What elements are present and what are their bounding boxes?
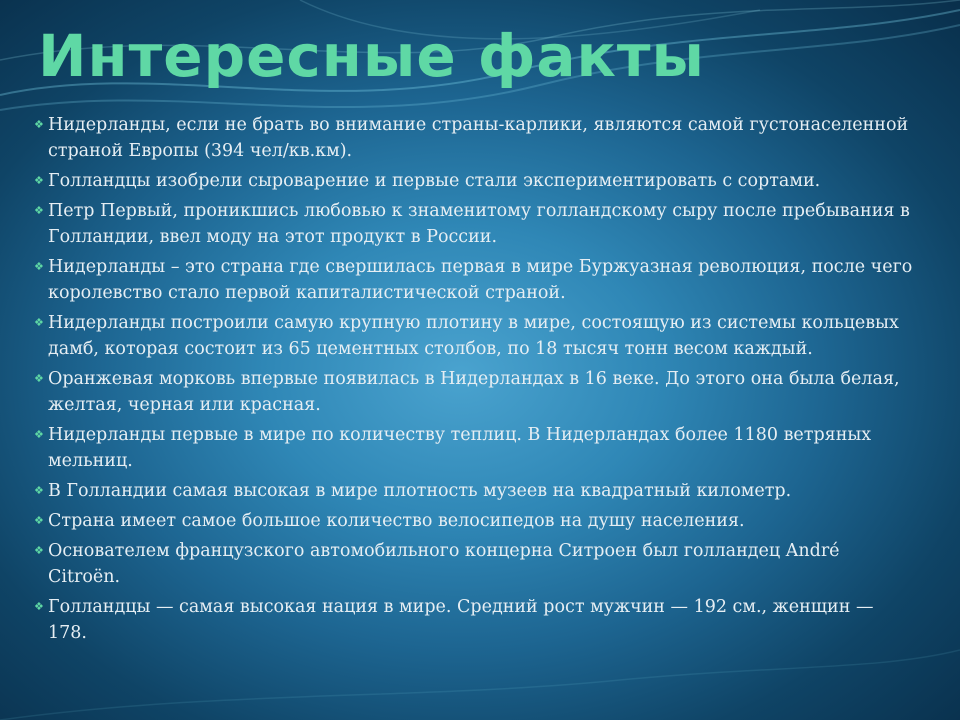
fact-text: Голландцы — самая высокая нация в мире. Средний рост мужчин — 192 см., женщин — 178. (48, 597, 874, 643)
list-item (34, 508, 914, 534)
fact-text: Голландцы изобрели сыроварение и первые стали экспериментировать с сортами. (48, 171, 821, 191)
fact-text: Нидерланды, если не брать во внимание страны-карлики, являются самой густонаселенной страной Европы (394 чел/кв.км). (48, 115, 909, 161)
list-item (34, 112, 914, 164)
diamond-bullet-icon: ❖ (34, 260, 44, 273)
fact-text: Страна имеет самое большое количество велосипедов на душу населения. (48, 511, 745, 531)
slide-title: Интересные факты (38, 22, 705, 90)
diamond-bullet-icon: ❖ (34, 204, 44, 217)
fact-text: Нидерланды первые в мире по количеству теплиц. В Нидерландах более 1180 ветряных мельниц. (48, 425, 872, 471)
diamond-bullet-icon: ❖ (34, 118, 44, 131)
fact-text: Основателем французского автомобильного концерна Ситроен был голландец André Citroën. (48, 541, 840, 587)
diamond-bullet-icon: ❖ (34, 428, 44, 441)
fact-text: Оранжевая морковь впервые появилась в Нидерландах в 16 веке. До этого она была белая, желтая, черная или красная. (48, 369, 900, 415)
diamond-bullet-icon: ❖ (34, 514, 44, 527)
list-item (34, 310, 914, 362)
list-item (34, 254, 914, 306)
diamond-bullet-icon: ❖ (34, 174, 44, 187)
list-item (34, 366, 914, 418)
diamond-bullet-icon: ❖ (34, 600, 44, 613)
diamond-bullet-icon: ❖ (34, 372, 44, 385)
facts-list (34, 112, 914, 650)
list-item (34, 168, 914, 194)
diamond-bullet-icon: ❖ (34, 316, 44, 329)
list-item (34, 198, 914, 250)
list-item (34, 594, 914, 646)
list-item (34, 478, 914, 504)
fact-text: Нидерланды построили самую крупную плотину в мире, состоящую из системы кольцевых дамб, которая состоит из 65 цементных столбов, по 18 тысяч тонн весом каждый. (48, 313, 899, 359)
diamond-bullet-icon: ❖ (34, 544, 44, 557)
list-item (34, 538, 914, 590)
list-item (34, 422, 914, 474)
fact-text: В Голландии самая высокая в мире плотность музеев на квадратный километр. (48, 481, 792, 501)
diamond-bullet-icon: ❖ (34, 484, 44, 497)
fact-text: Петр Первый, проникшись любовью к знаменитому голландскому сыру после пребывания в Голландии, ввел моду на этот продукт в России. (48, 201, 910, 247)
fact-text: Нидерланды – это страна где свершилась первая в мире Буржуазная революция, после чего королевство стало первой капиталистической страной. (48, 257, 913, 303)
